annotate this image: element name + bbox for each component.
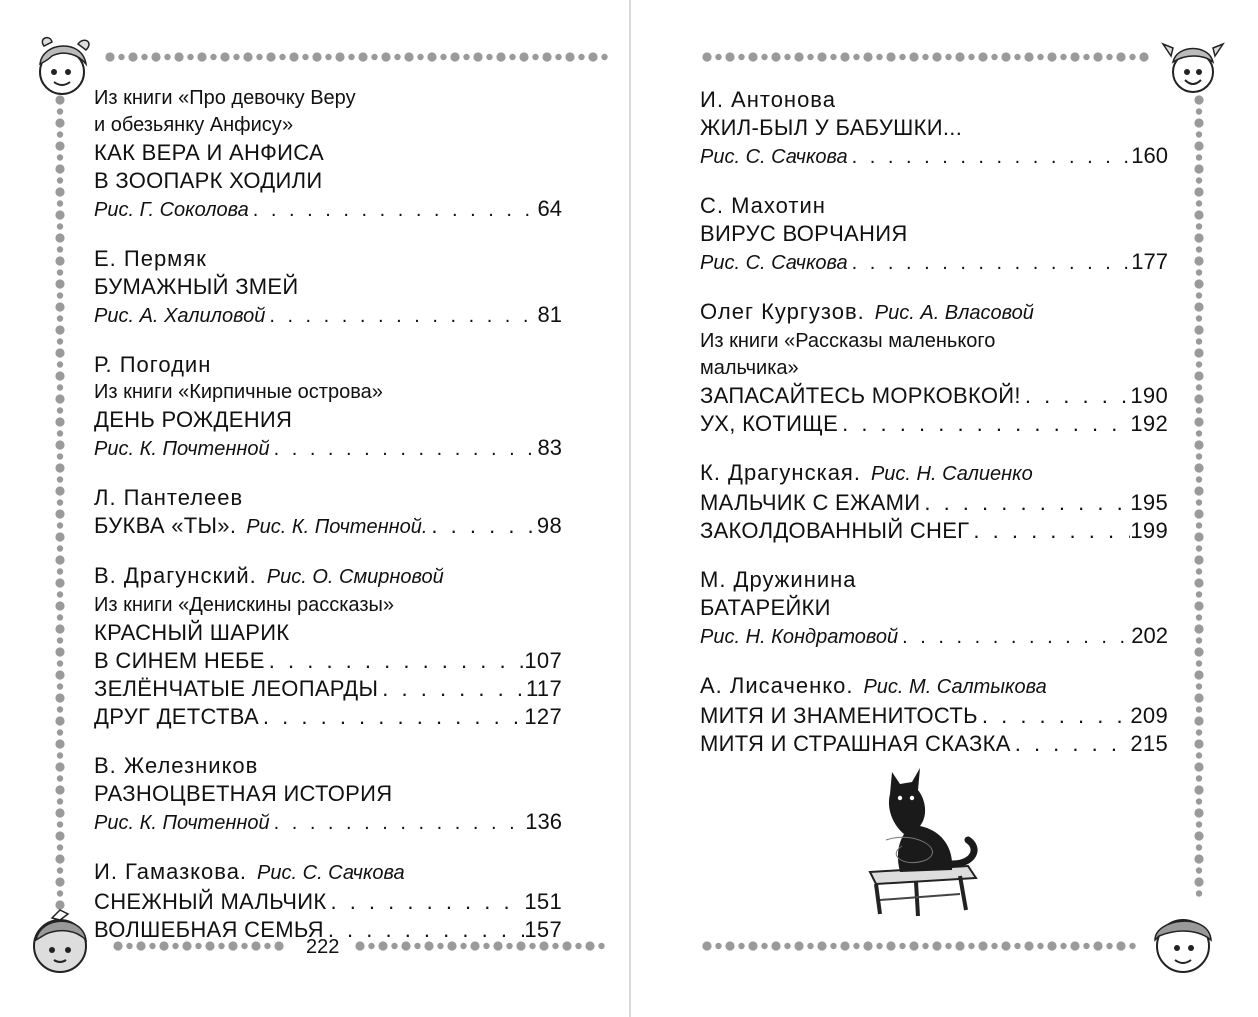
line-text: мальчика» bbox=[700, 357, 799, 379]
black-cat-icon bbox=[886, 768, 974, 872]
page-number-ref: 107 bbox=[524, 648, 562, 673]
story-title bbox=[700, 730, 1168, 758]
page-number-ref: 195 bbox=[1130, 490, 1168, 515]
dot-border-top bbox=[702, 52, 1148, 61]
dot-leader bbox=[249, 196, 538, 224]
page-number-ref: 127 bbox=[524, 704, 562, 729]
line-text: М. Дружинина bbox=[700, 567, 857, 592]
toc-column-left bbox=[94, 85, 562, 964]
line-text: РАЗНОЦВЕТНАЯ ИСТОРИЯ bbox=[94, 781, 393, 806]
toc-entry bbox=[700, 565, 1168, 651]
dot-leader bbox=[848, 143, 1132, 171]
line-text: Рис. С. Сачкова bbox=[700, 146, 848, 168]
author-line bbox=[94, 350, 562, 379]
dot-leader bbox=[427, 512, 537, 540]
line-text: МИТЯ И ЗНАМЕНИТОСТЬ bbox=[700, 703, 978, 728]
dot-border-bottom bbox=[702, 941, 1135, 950]
line-text: ВИРУС ВОРЧАНИЯ bbox=[700, 221, 908, 246]
page-number: 222 bbox=[306, 936, 340, 958]
page-number-ref: 117 bbox=[526, 676, 562, 701]
illustrator-inline: Рис. А. Власовой bbox=[874, 302, 1034, 324]
stool-icon bbox=[870, 866, 976, 916]
author-line bbox=[94, 561, 562, 592]
story-title bbox=[700, 702, 1168, 730]
page-number-ref: 202 bbox=[1131, 623, 1168, 648]
line-text: Рис. К. Почтенной bbox=[94, 438, 270, 460]
author-line bbox=[94, 857, 562, 888]
author-line bbox=[94, 751, 562, 780]
line-text: БАТАРЕЙКИ bbox=[700, 595, 831, 620]
line-text: БУМАЖНЫЙ ЗМЕЙ bbox=[94, 274, 299, 299]
story-title bbox=[94, 703, 562, 731]
toc-entry bbox=[700, 458, 1168, 545]
illustrator-line bbox=[700, 248, 1168, 277]
toc-entry bbox=[94, 561, 562, 731]
story-title bbox=[700, 489, 1168, 517]
dot-leader bbox=[1021, 382, 1131, 410]
line-text: ЗЕЛЁНЧАТЫЕ ЛЕОПАРДЫ bbox=[94, 676, 379, 701]
page-number-ref: 98 bbox=[536, 513, 562, 538]
line-text: Р. Погодин bbox=[94, 352, 212, 377]
dot-leader bbox=[838, 410, 1130, 438]
dot-leader bbox=[265, 647, 525, 675]
line-text: ДРУГ ДЕТСТВА bbox=[94, 704, 259, 729]
line-text: ДЕНЬ РОЖДЕНИЯ bbox=[94, 407, 293, 432]
page-number-ref: 83 bbox=[537, 435, 562, 460]
toc-entry bbox=[700, 85, 1168, 171]
dot-leader bbox=[259, 703, 524, 731]
line-text: СНЕЖНЫЙ МАЛЬЧИК bbox=[94, 889, 327, 914]
toc-entry bbox=[94, 483, 562, 541]
line-text: В СИНЕМ НЕБЕ bbox=[94, 648, 265, 673]
toc-entry bbox=[94, 350, 562, 463]
story-title bbox=[94, 675, 562, 703]
line-text: Из книги «Кирпичные острова» bbox=[94, 381, 383, 403]
author-line bbox=[94, 244, 562, 273]
dot-border-top bbox=[105, 52, 607, 61]
book-source-line bbox=[700, 328, 1168, 355]
toc-entry bbox=[94, 244, 562, 330]
dot-border-side bbox=[1194, 95, 1203, 896]
illustrator-inline: Рис. О. Смирновой bbox=[266, 566, 444, 588]
line-text: ВОЛШЕБНАЯ СЕМЬЯ bbox=[94, 917, 324, 942]
toc-entry bbox=[94, 751, 562, 837]
line-text: Рис. Н. Кондратовой bbox=[700, 626, 899, 648]
story-title bbox=[94, 888, 562, 916]
dot-border-side bbox=[55, 95, 64, 909]
line-text: Рис. С. Сачкова bbox=[700, 252, 848, 274]
girl-face-icon bbox=[40, 38, 89, 94]
dot-leader bbox=[848, 249, 1132, 277]
story-title bbox=[700, 220, 1168, 248]
story-title bbox=[700, 594, 1168, 622]
line-text: КАК ВЕРА И АНФИСА bbox=[94, 140, 324, 165]
line-text: С. Махотин bbox=[700, 193, 826, 218]
line-text: ЖИЛ-БЫЛ У БАБУШКИ... bbox=[700, 115, 963, 140]
page-number-ref: 81 bbox=[537, 302, 562, 327]
story-title bbox=[94, 780, 562, 808]
illustrator-line bbox=[94, 195, 562, 224]
line-text: В ЗООПАРК ХОДИЛИ bbox=[94, 168, 323, 193]
author-line bbox=[700, 458, 1168, 489]
illustrator-inline: Рис. Н. Салиенко bbox=[870, 463, 1033, 485]
line-text: МИТЯ И СТРАШНАЯ СКАЗКА bbox=[700, 731, 1011, 756]
illustrator-line bbox=[94, 434, 562, 463]
story-title bbox=[94, 619, 562, 647]
line-text: УХ, КОТИЩЕ bbox=[700, 411, 839, 436]
illustrator-line bbox=[700, 142, 1168, 171]
dot-leader bbox=[378, 675, 526, 703]
illustrator-inline: Рис. М. Салтыкова bbox=[863, 676, 1047, 698]
line-text: К. Драгунская. bbox=[700, 460, 861, 485]
book-source-line bbox=[94, 379, 562, 406]
illustrator-line bbox=[700, 622, 1168, 651]
dot-leader bbox=[1011, 730, 1131, 758]
toc-entry bbox=[94, 857, 562, 944]
page-number-ref: 190 bbox=[1130, 383, 1168, 408]
author-line bbox=[94, 483, 562, 512]
line-text: МАЛЬЧИК С ЕЖАМИ bbox=[700, 490, 921, 515]
story-title bbox=[94, 406, 562, 434]
line-text: ЗАПАСАЙТЕСЬ МОРКОВКОЙ! bbox=[700, 383, 1021, 408]
dot-leader bbox=[270, 435, 538, 463]
page-number-ref: 177 bbox=[1131, 249, 1168, 274]
author-line bbox=[700, 671, 1168, 702]
line-text: Рис. Г. Соколова bbox=[94, 199, 249, 221]
dot-leader bbox=[969, 517, 1130, 545]
line-text: Олег Кургузов. bbox=[700, 299, 865, 324]
toc-entry bbox=[700, 671, 1168, 758]
story-title bbox=[700, 517, 1168, 545]
line-text: А. Лисаченко. bbox=[700, 673, 854, 698]
line-text: И. Гамазкова. bbox=[94, 859, 248, 884]
illustrator-inline: Рис. К. Почтенной. bbox=[246, 516, 428, 538]
line-text: И. Антонова bbox=[700, 87, 836, 112]
book-source-line bbox=[94, 592, 562, 619]
illustrator-inline: Рис. С. Сачкова bbox=[257, 862, 405, 884]
author-line bbox=[700, 191, 1168, 220]
line-text: В. Железников bbox=[94, 753, 259, 778]
dot-leader bbox=[265, 302, 537, 330]
boy-face-icon bbox=[1155, 920, 1211, 972]
toc-entry bbox=[700, 191, 1168, 277]
book-source-line bbox=[94, 85, 562, 112]
page-number-ref: 64 bbox=[537, 196, 562, 221]
story-title bbox=[700, 410, 1168, 438]
dot-leader bbox=[920, 489, 1130, 517]
author-line bbox=[700, 85, 1168, 114]
line-text: Рис. К. Почтенной bbox=[94, 812, 270, 834]
line-text: Из книги «Про девочку Веру bbox=[94, 87, 356, 109]
illustrator-line bbox=[94, 808, 562, 837]
story-title bbox=[94, 512, 562, 541]
page-number-ref: 215 bbox=[1130, 731, 1168, 756]
line-text: КРАСНЫЙ ШАРИК bbox=[94, 620, 290, 645]
story-title bbox=[94, 647, 562, 675]
line-text: БУКВА «ТЫ». bbox=[94, 513, 237, 538]
line-text: Л. Пантелеев bbox=[94, 485, 244, 510]
page-number-ref: 136 bbox=[525, 809, 562, 834]
line-text: Е. Пермяк bbox=[94, 246, 207, 271]
line-text: В. Драгунский. bbox=[94, 563, 257, 588]
page-number-ref: 209 bbox=[1130, 703, 1168, 728]
dot-leader bbox=[326, 888, 524, 916]
dot-leader bbox=[270, 809, 526, 837]
girl-face-icon bbox=[34, 910, 86, 972]
toc-column-right bbox=[700, 85, 1168, 778]
story-title bbox=[94, 273, 562, 301]
story-title bbox=[94, 139, 562, 167]
line-text: Рис. А. Халиловой bbox=[94, 305, 266, 327]
dot-leader bbox=[324, 916, 525, 944]
dot-leader bbox=[978, 702, 1131, 730]
toc-entry bbox=[94, 85, 562, 224]
dot-leader bbox=[898, 623, 1131, 651]
illustrator-line bbox=[94, 301, 562, 330]
page-number-ref: 160 bbox=[1131, 143, 1168, 168]
line-text: Из книги «Рассказы маленького bbox=[700, 330, 996, 352]
page-number-ref: 151 bbox=[524, 889, 562, 914]
author-line bbox=[700, 565, 1168, 594]
book-source-line bbox=[700, 355, 1168, 382]
toc-entry bbox=[700, 297, 1168, 438]
book-source-line bbox=[94, 112, 562, 139]
story-title bbox=[94, 167, 562, 195]
girl-face-icon bbox=[1163, 44, 1223, 92]
page-number-ref: 157 bbox=[524, 917, 562, 942]
page-number-ref: 199 bbox=[1130, 518, 1168, 543]
story-title bbox=[700, 114, 1168, 142]
story-title bbox=[700, 382, 1168, 410]
line-text: и обезьянку Анфису» bbox=[94, 114, 294, 136]
page-number-ref: 192 bbox=[1130, 411, 1168, 436]
line-text: Из книги «Денискины рассказы» bbox=[94, 594, 394, 616]
cat-illustration bbox=[856, 760, 1016, 920]
author-line bbox=[700, 297, 1168, 328]
line-text: ЗАКОЛДОВАННЫЙ СНЕГ bbox=[700, 518, 970, 543]
